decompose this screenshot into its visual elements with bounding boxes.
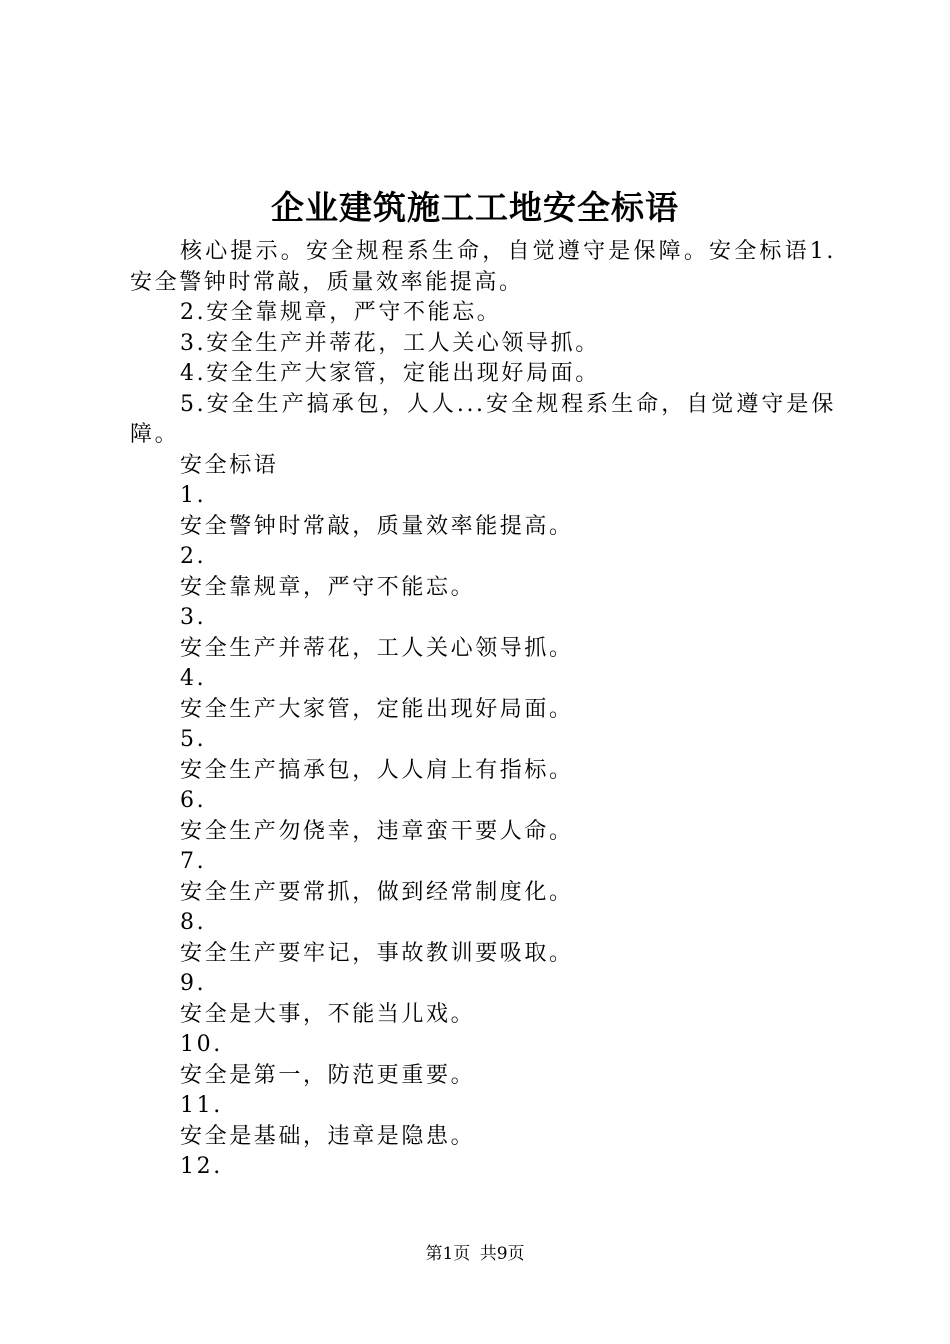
document-title: 企业建筑施工工地安全标语 [271, 188, 679, 227]
slogan-number: 4. [180, 666, 207, 691]
slogan-text: 安全是第一，防范更重要。 [180, 1062, 476, 1088]
slogan-text: 安全生产勿侥幸，违章蛮干要人命。 [180, 818, 574, 844]
slogan-text: 安全警钟时常敲，质量效率能提高。 [180, 513, 574, 539]
slogan-number: 1. [180, 483, 207, 508]
slogan-text: 安全生产并蒂花，工人关心领导抓。 [180, 635, 574, 661]
slogan-text: 安全生产大家管，定能出现好局面。 [180, 696, 574, 722]
intro-paragraph: 核心提示。安全规程系生命，自觉遵守是保障。安全标语1.安全警钟时常敲，质量效率能提高。 [130, 239, 836, 295]
slogan-text: 安全生产要常抓，做到经常制度化。 [180, 879, 574, 905]
slogan-text: 安全生产要牢记，事故教训要吸取。 [180, 940, 574, 966]
slogan-number: 6. [180, 788, 207, 813]
summary-line: 3.安全生产并蒂花，工人关心领导抓。 [180, 330, 600, 356]
slogan-text: 安全靠规章，严守不能忘。 [180, 574, 476, 600]
slogan-number: 2. [180, 544, 207, 569]
document-body [130, 237, 836, 1183]
slogan-text: 安全是大事，不能当儿戏。 [180, 1001, 476, 1027]
section-heading: 安全标语 [180, 452, 279, 478]
slogan-number: 5. [180, 727, 207, 752]
slogan-number: 3. [180, 605, 207, 630]
slogan-text: 安全生产搞承包，人人肩上有指标。 [180, 757, 574, 783]
slogan-number: 9. [180, 971, 207, 996]
slogan-number: 12. [180, 1154, 223, 1179]
slogan-number: 11. [180, 1093, 223, 1118]
slogan-number: 8. [180, 910, 207, 935]
summary-line: 2.安全靠规章，严守不能忘。 [180, 300, 502, 325]
page-total: 共9页 [479, 1244, 525, 1264]
slogan-number: 10. [180, 1032, 223, 1057]
summary-last-paragraph: 5.安全生产搞承包，人人...安全规程系生命，自觉遵守是保障。 [130, 391, 836, 447]
slogan-number: 7. [180, 849, 207, 874]
page-footer [0, 1243, 950, 1265]
page-number: 第1页 [425, 1244, 471, 1264]
slogan-text: 安全是基础，违章是隐患。 [180, 1123, 476, 1149]
summary-line: 4.安全生产大家管，定能出现好局面。 [180, 361, 600, 386]
